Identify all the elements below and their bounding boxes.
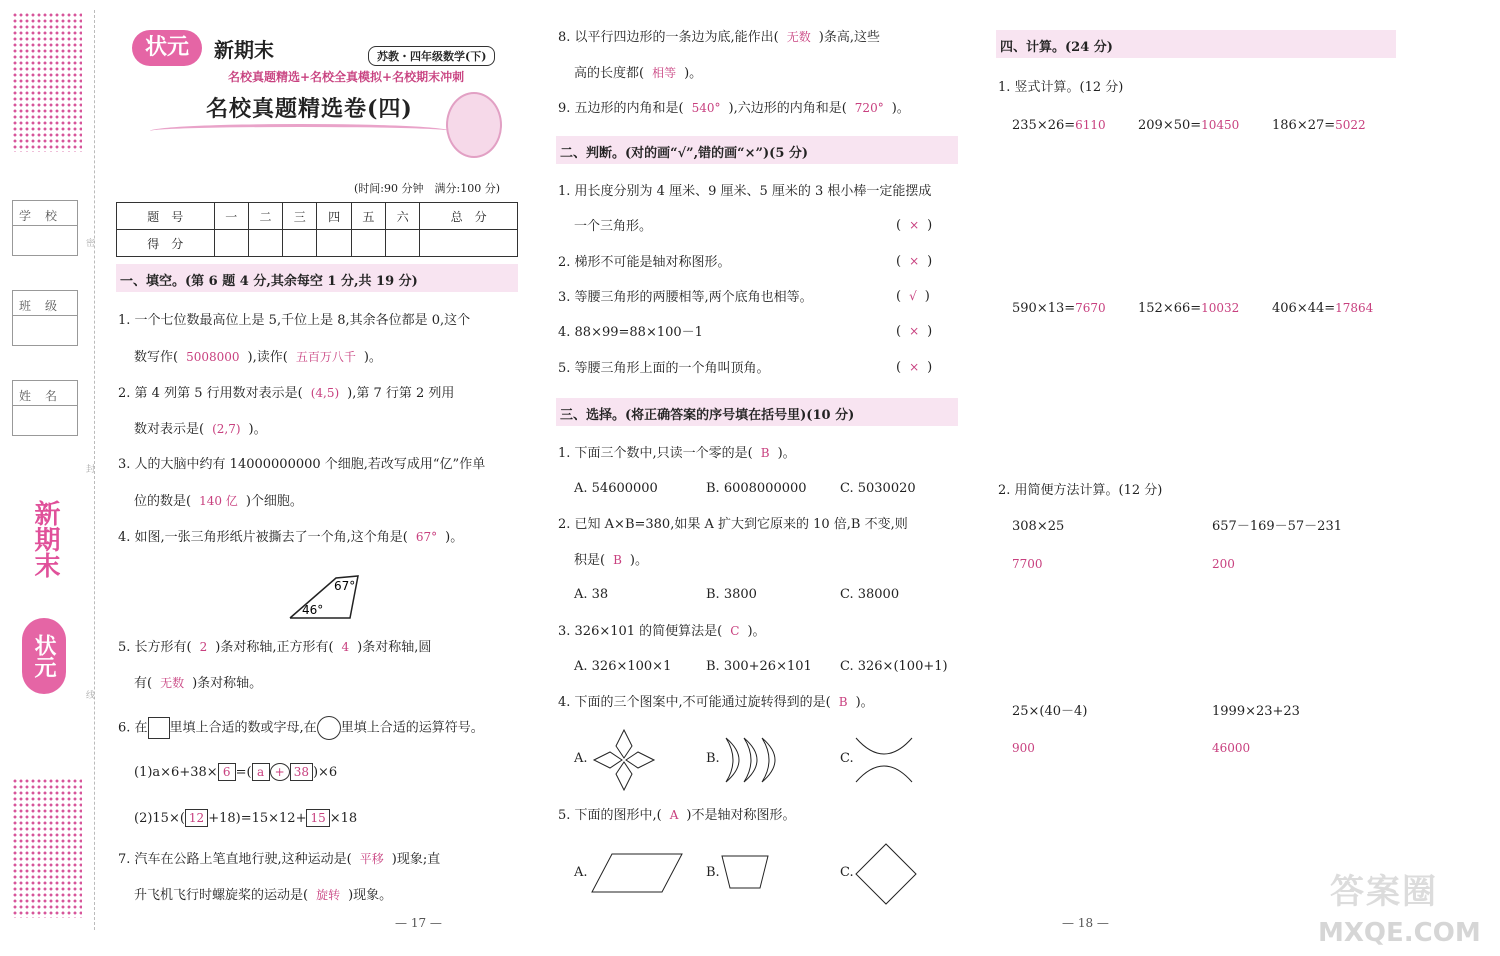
answer: B (760, 446, 770, 460)
answer: (2,7) (212, 422, 241, 436)
choice-2-line1: 2. 已知 A×B=380,如果 A 扩大到它原来的 10 倍,B 不变,则 (558, 517, 908, 532)
answer: 无数 (786, 30, 811, 44)
school-field[interactable]: 学校 (12, 200, 78, 256)
edition-badge: 苏教・四年级数学(下) (368, 46, 495, 66)
q1-line2: 数写作( 5008000 ),读作( 五百万八千 )。 (134, 350, 382, 365)
q6-line: 6. 在 里填上合适的数或字母,在 里填上合适的运算符号。 (118, 716, 484, 740)
crescent-pattern-figure (722, 736, 792, 784)
judge-4-answer: ( × ) (896, 324, 933, 339)
score-cell[interactable] (386, 230, 420, 257)
dot-pattern-top (12, 12, 82, 152)
answer: C (730, 624, 740, 638)
answer: 2 (199, 640, 208, 654)
answer: 720° (854, 101, 884, 115)
brand-logo: 状元 (132, 30, 202, 66)
score-table (116, 202, 518, 257)
answer: 4 (341, 640, 350, 654)
simp-1-answer: 7700 (1012, 557, 1043, 571)
answer: 140 亿 (199, 494, 238, 508)
arc-pattern-figure (854, 736, 914, 784)
circle-icon (317, 716, 341, 740)
calc-3: 186×27=5022 (1272, 118, 1366, 133)
choice-4: 4. 下面的三个图案中,不可能通过旋转得到的是( B )。 (558, 695, 874, 710)
angle-67-label: 67° (334, 579, 356, 593)
header-slogan: 名校真题精选+名校全真模拟+名校期末冲刺 (228, 70, 465, 84)
choice-4-opt-c: C. (840, 751, 854, 766)
q2-line1: 2. 第 4 列第 5 行用数对表示是( (4,5) ),第 7 行第 2 列用 (118, 386, 455, 401)
simp-1-expr: 308×25 (1012, 519, 1065, 534)
judge-1-line1: 1. 用长度分别为 4 厘米、9 厘米、5 厘米的 3 根小棒一定能摆成 (558, 184, 932, 199)
calc-6: 406×44=17864 (1272, 301, 1374, 316)
answer: (4,5) (310, 386, 340, 400)
square-diamond-figure (854, 842, 918, 906)
answer-circle: + (270, 763, 290, 781)
score-cell[interactable] (214, 230, 248, 257)
simp-3-answer: 900 (1012, 741, 1035, 755)
calc-5: 152×66=10032 (1138, 301, 1240, 316)
q5-line1: 5. 长方形有( 2 )条对称轴,正方形有( 4 )条对称轴,圆 (118, 640, 432, 655)
simp-2-expr: 657－169－57－231 (1212, 519, 1342, 534)
judge-2-answer: ( × ) (896, 254, 933, 269)
answer: 旋转 (316, 888, 341, 902)
answer-box: 38 (290, 763, 313, 781)
answer: 67° (415, 530, 438, 544)
q9-line: 9. 五边形的内角和是( 540° ),六边形的内角和是( 720° )。 (558, 101, 910, 116)
score-cell[interactable] (420, 230, 518, 257)
judge-1-answer: ( × ) (896, 218, 933, 233)
choice-3-opt-c: C. 326×(100+1) (840, 659, 948, 674)
answer-box: 6 (218, 763, 236, 781)
score-cell[interactable]: 得 分 (117, 230, 215, 257)
choice-5-opt-b: B. (706, 865, 720, 880)
choice-3-opt-a: A. 326×100×1 (574, 659, 672, 674)
angle-46-label: 46° (302, 603, 324, 617)
dot-pattern-bottom (12, 778, 82, 918)
trapezoid-figure (720, 854, 770, 890)
score-header-cell: 题 号 (117, 203, 215, 230)
score-header-cell: 一 (214, 203, 248, 230)
answer: B (613, 553, 622, 567)
score-header-cell: 总 分 (420, 203, 518, 230)
calc-sub1-title: 1. 竖式计算。(12 分) (998, 80, 1124, 95)
brand-logo-side: 状元 (22, 618, 66, 694)
score-header-cell: 三 (283, 203, 317, 230)
answer: A (669, 808, 679, 822)
flower-pattern-figure (592, 728, 656, 792)
xian-char: 线 (86, 691, 96, 701)
answer: B (838, 695, 848, 709)
q8-line1: 8. 以平行四边形的一条边为底,能作出( 无数 )条高,这些 (558, 30, 880, 45)
watermark-logo: 答案圈 (1330, 872, 1438, 912)
score-header-cell: 四 (317, 203, 351, 230)
q6-2: (2)15×( 12 +18)=15×12+ 15 ×18 (134, 811, 358, 826)
mascot-icon (446, 92, 502, 158)
choice-5-opt-c: C. (840, 865, 854, 880)
choice-5: 5. 下面的图形中,( A )不是轴对称图形。 (558, 808, 796, 823)
calc-4: 590×13=7670 (1012, 301, 1106, 316)
answer-box: 15 (306, 809, 329, 827)
judge-3-answer: ( √ ) (896, 289, 930, 304)
vertical-brand: 新期末 (30, 500, 60, 578)
answer-box: a (252, 763, 270, 781)
q6-1: (1)a×6+38× 6 =( a + 38 )×6 (134, 765, 338, 780)
page-title: 名校真题精选卷(四) (206, 96, 413, 122)
series-name: 新期末 (214, 38, 274, 62)
answer-box: 12 (185, 809, 208, 827)
q5-line2: 有( 无数 )条对称轴。 (134, 676, 263, 691)
q7-line2: 升飞机飞行时螺旋桨的运动是( 旋转 )现象。 (134, 888, 393, 903)
q3-line2: 位的数是( 140 亿 )个细胞。 (134, 494, 303, 509)
choice-1-opt-c: C. 5030020 (840, 481, 916, 496)
q8-line2: 高的长度都( 相等 )。 (574, 66, 703, 81)
answer: 平移 (359, 852, 384, 866)
section-2-title: 二、判断。(对的画“√”,错的画“×”)(5 分) (556, 136, 958, 164)
judge-1-line2: 一个三角形。 (574, 219, 653, 234)
choice-4-opt-a: A. (574, 751, 588, 766)
score-cell[interactable] (351, 230, 385, 257)
torn-triangle-figure (286, 570, 366, 622)
class-field[interactable]: 班级 (12, 290, 78, 346)
choice-1-opt-b: B. 6008000000 (706, 481, 807, 496)
choice-1: 1. 下面三个数中,只读一个零的是( B )。 (558, 446, 796, 461)
score-header-cell: 六 (386, 203, 420, 230)
square-icon (148, 717, 170, 739)
score-cell[interactable] (283, 230, 317, 257)
calc-1: 235×26=6110 (1012, 118, 1106, 133)
judge-5: 5. 等腰三角形上面的一个角叫顶角。 (558, 361, 770, 376)
choice-1-opt-a: A. 54600000 (574, 481, 658, 496)
section-4-title: 四、计算。(24 分) (996, 30, 1396, 58)
choice-2-line2: 积是( B )。 (574, 553, 648, 568)
judge-2: 2. 梯形不可能是轴对称图形。 (558, 255, 731, 270)
time-info: (时间:90 分钟 满分:100 分) (354, 182, 500, 195)
page-number-right: — 18 — (1062, 916, 1109, 930)
header-swoosh (150, 124, 450, 138)
q1-line1: 1. 一个七位数最高位上是 5,千位上是 8,其余各位都是 0,这个 (118, 313, 471, 328)
choice-5-opt-a: A. (574, 865, 588, 880)
answer: 无数 (160, 676, 185, 690)
answer: 相等 (652, 66, 677, 80)
q2-line2: 数对表示是( (2,7) )。 (134, 422, 267, 437)
section-3-title: 三、选择。(将正确答案的序号填在括号里)(10 分) (556, 398, 958, 426)
judge-5-answer: ( × ) (896, 360, 933, 375)
choice-2-opt-c: C. 38000 (840, 587, 900, 602)
q7-line1: 7. 汽车在公路上笔直地行驶,这种运动是( 平移 )现象;直 (118, 852, 441, 867)
simp-4-answer: 46000 (1212, 741, 1251, 755)
seal-char: 密 (86, 239, 96, 249)
answer: 540° (691, 101, 721, 115)
section-1-title: 一、填空。(第 6 题 4 分,其余每空 1 分,共 19 分) (116, 264, 518, 292)
answer: 五百万八千 (295, 350, 356, 364)
feng-char: 封 (86, 465, 96, 475)
score-cell[interactable] (248, 230, 282, 257)
watermark-url: MXQE.COM (1318, 918, 1481, 948)
calc-2: 209×50=10450 (1138, 118, 1240, 133)
choice-3-opt-b: B. 300+26×101 (706, 659, 812, 674)
choice-2-opt-a: A. 38 (574, 587, 609, 602)
q3-line1: 3. 人的大脑中约有 14000000000 个细胞,若改写成用“亿”作单 (118, 457, 486, 472)
q4-line: 4. 如图,一张三角形纸片被撕去了一个角,这个角是( 67° )。 (118, 530, 464, 545)
parallelogram-figure (590, 852, 684, 894)
judge-3: 3. 等腰三角形的两腰相等,两个底角也相等。 (558, 290, 813, 305)
page-number-left: — 17 — (395, 916, 442, 930)
answer: 5008000 (186, 350, 240, 364)
simp-4-expr: 1999×23+23 (1212, 704, 1300, 719)
score-header-cell: 二 (248, 203, 282, 230)
choice-3: 3. 326×101 的简便算法是( C )。 (558, 624, 766, 639)
choice-4-opt-b: B. (706, 751, 720, 766)
name-field[interactable]: 姓名 (12, 380, 78, 436)
judge-4: 4. 88×99=88×100－1 (558, 325, 703, 340)
choice-2-opt-b: B. 3800 (706, 587, 757, 602)
calc-sub2-title: 2. 用简便方法计算。(12 分) (998, 483, 1163, 498)
simp-2-answer: 200 (1212, 557, 1235, 571)
score-cell[interactable] (317, 230, 351, 257)
simp-3-expr: 25×(40－4) (1012, 704, 1088, 719)
score-header-cell: 五 (351, 203, 385, 230)
